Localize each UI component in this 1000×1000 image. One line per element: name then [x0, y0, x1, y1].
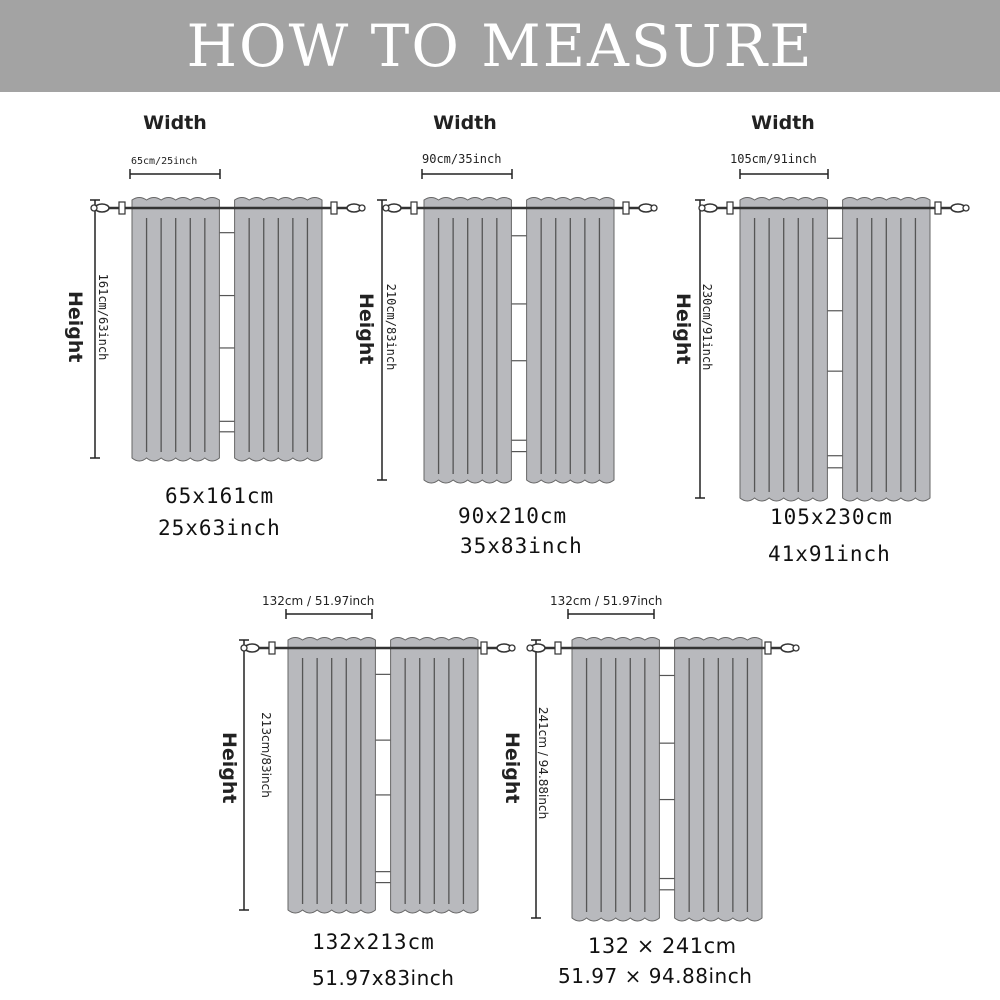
curtain-panel [235, 198, 322, 462]
width-dimension: 90cm/35inch [422, 152, 502, 166]
size-inch: 51.97x83inch [312, 966, 455, 990]
rod-bracket [331, 202, 337, 214]
width-label: Width [143, 112, 207, 134]
title-banner [0, 0, 1000, 92]
rod-finial [703, 204, 717, 212]
size-cm: 132x213cm [312, 930, 435, 954]
rod-bracket [727, 202, 733, 214]
rod-finial-tip [793, 645, 799, 651]
size-cm: 65x161cm [165, 484, 275, 508]
height-dimension: 210cm/83inch [384, 283, 398, 371]
rod-finial-tip [91, 205, 97, 211]
rod-finial [245, 644, 259, 652]
curtain-panel [424, 198, 511, 484]
rod-finial-tip [383, 205, 389, 211]
rod-finial-tip [527, 645, 533, 651]
rod-finial-tip [963, 205, 969, 211]
width-dimension: 105cm/91inch [730, 152, 817, 166]
page-title: HOW TO MEASURE [186, 12, 814, 80]
height-label: Height [355, 293, 377, 365]
rod-finial-tip [509, 645, 515, 651]
curtain-panel [740, 198, 827, 502]
rod-finial [387, 204, 401, 212]
width-dimension: 132cm / 51.97inch [262, 594, 375, 608]
rod-finial [497, 644, 511, 652]
curtain-panel [843, 198, 930, 502]
width-dimension: 132cm / 51.97inch [550, 594, 663, 608]
height-label: Height [64, 291, 86, 363]
rod-bracket [555, 642, 561, 654]
height-label: Height [218, 732, 240, 804]
size-cm: 90x210cm [458, 504, 568, 528]
height-dimension: 230cm/91inch [700, 283, 714, 371]
rod-finial [531, 644, 545, 652]
rod-bracket [623, 202, 629, 214]
width-label: Width [433, 112, 497, 134]
rod-finial-tip [241, 645, 247, 651]
curtain-panel [527, 198, 614, 484]
size-cm: 105x230cm [770, 505, 893, 529]
width-label: Width [751, 112, 815, 134]
rod-finial [347, 204, 361, 212]
height-dimension: 241cm / 94.88inch [536, 706, 550, 820]
rod-finial-tip [699, 205, 705, 211]
rod-finial [951, 204, 965, 212]
curtain-panel [391, 638, 478, 914]
size-inch: 51.97 ⨯ 94.88inch [558, 964, 753, 988]
rod-bracket [411, 202, 417, 214]
size-cm: 132 ⨯ 241cm [588, 934, 737, 958]
curtain-panel [572, 638, 659, 922]
curtain-panel [288, 638, 375, 914]
rod-bracket [119, 202, 125, 214]
height-label: Height [501, 732, 523, 804]
height-label: Height [672, 293, 694, 365]
size-inch: 41x91inch [768, 542, 891, 566]
rod-finial-tip [651, 205, 657, 211]
size-inch: 35x83inch [460, 534, 583, 558]
size-inch: 25x63inch [158, 516, 281, 540]
rod-bracket [765, 642, 771, 654]
width-dimension: 65cm/25inch [131, 156, 198, 167]
rod-finial [95, 204, 109, 212]
rod-finial [639, 204, 653, 212]
rod-bracket [481, 642, 487, 654]
height-dimension: 161cm/63inch [96, 273, 110, 361]
rod-finial [781, 644, 795, 652]
rod-bracket [935, 202, 941, 214]
curtain-panel [675, 638, 762, 922]
rod-bracket [269, 642, 275, 654]
height-dimension: 213cm/83inch [259, 712, 273, 798]
curtain-panel [132, 198, 219, 462]
rod-finial-tip [359, 205, 365, 211]
